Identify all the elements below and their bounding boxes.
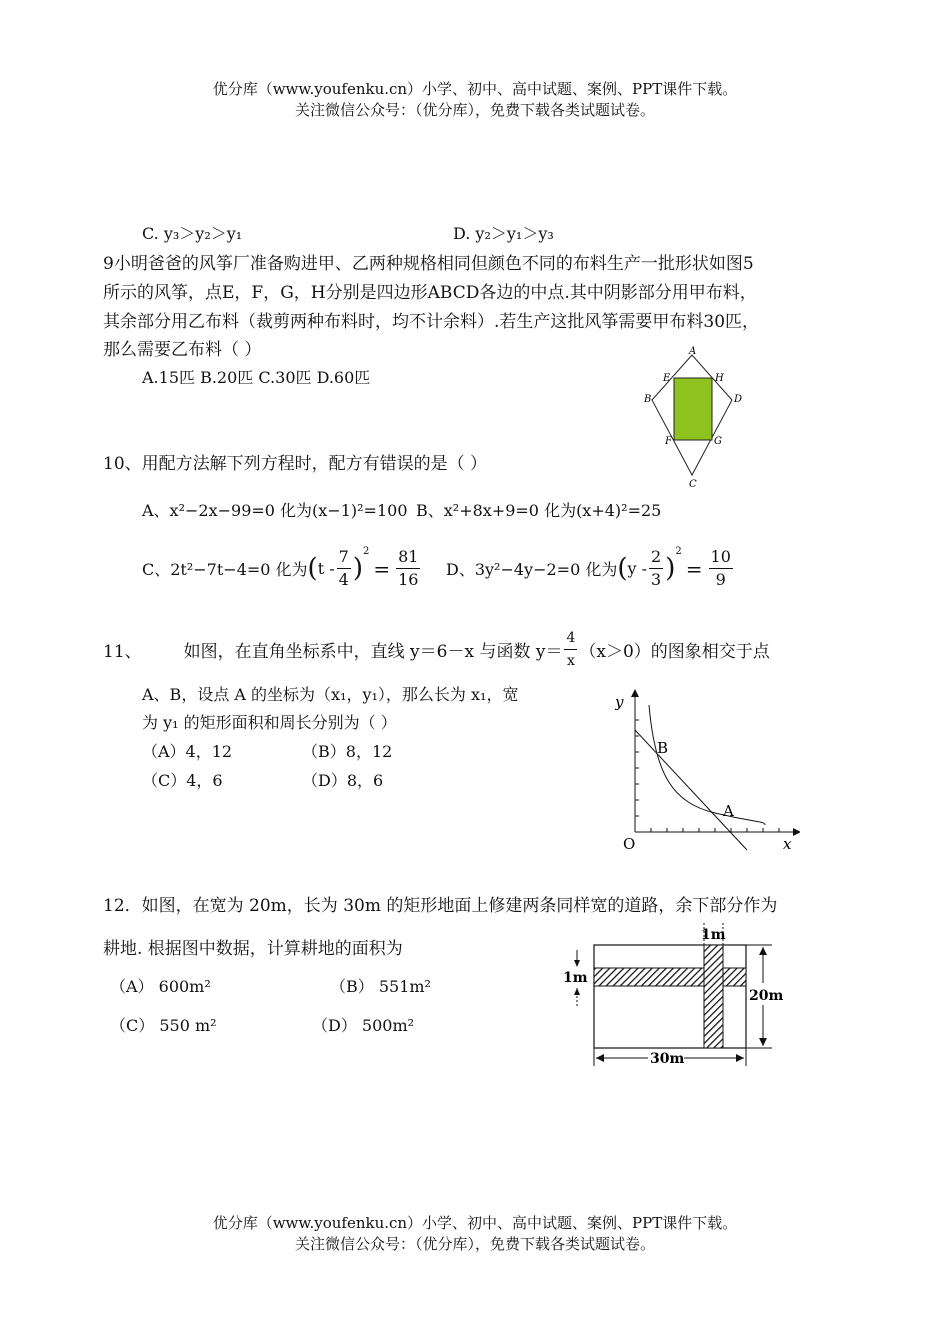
graph-label-o: O	[623, 835, 636, 853]
graph-label-x: x	[783, 835, 792, 853]
dimension-top: 1m	[701, 927, 726, 943]
shaded-rectangle	[674, 378, 712, 440]
graph-label-b: B	[657, 739, 669, 757]
q10-option-c: C、2t²−7t−4=0 化为(t - $\frac{7}{4}$ )$^2$= $\frac{81}{16}$	[142, 546, 419, 589]
q10-option-d-var: y -	[627, 559, 648, 578]
q11-option-c: （C）4，6	[142, 771, 223, 790]
kite-figure	[640, 343, 755, 493]
kite-label-d: D	[734, 394, 743, 405]
q10-option-b: B、x²+8x+9=0 化为(x+4)²=25	[416, 501, 662, 520]
q10-stem: 10、用配方法解下列方程时，配方有错误的是（ ）	[103, 454, 488, 474]
dimension-bottom: 30m	[650, 1051, 685, 1067]
kite-label-b: B	[644, 394, 652, 405]
q12-option-c: （C） 550 m²	[110, 1016, 217, 1035]
kite-label-g: G	[714, 436, 722, 447]
graph-label-a: A	[723, 802, 734, 820]
fraction: $\frac{4}{x}$	[564, 627, 577, 672]
fraction: $\frac{81}{16}$	[398, 547, 419, 589]
kite-label-h: H	[715, 373, 724, 384]
kite-label-a: A	[689, 346, 697, 357]
header-line-1: 优分库（www.youfenku.cn）小学、初中、高中试题、案例、PPT课件下载。	[212, 80, 738, 98]
footer-line-2: 关注微信公众号：（优分库），免费下载各类试题试卷。	[294, 1235, 655, 1253]
field-figure	[560, 918, 790, 1068]
kite-label-c: C	[689, 479, 697, 490]
q11-option-b: （B）8，12	[302, 742, 393, 761]
graph-label-y: y	[615, 693, 624, 711]
q12-option-a: （A） 600m²	[110, 977, 211, 996]
fraction: $\frac{10}{9}$	[710, 547, 731, 589]
dimension-right: 20m	[749, 988, 784, 1004]
kite-label-e: E	[663, 373, 671, 384]
q10-option-d-text: D、3y²−4y−2=0 化为	[446, 560, 618, 579]
q11-line-3: 为 y₁ 的矩形面积和周长分别为（ ）	[142, 713, 397, 732]
fraction: $\frac{7}{4}$	[338, 547, 349, 589]
q11-line-2: A、B，设点 A 的坐标为（x₁，y₁），那么长为 x₁，宽	[142, 685, 519, 704]
q9-line-2: 所示的风筝，点E，F，G，H分别是四边形ABCD各边的中点.其中阴影部分用甲布料，	[103, 283, 757, 303]
q10-option-d: D、3y²−4y−2=0 化为(y - $\frac{2}{3}$ )$^2$= $\frac{10}{9}$	[446, 546, 731, 589]
q12-line-1: 12．如图，在宽为 20m，长为 30m 的矩形地面上修建两条同样宽的道路，余下部分作为	[103, 896, 778, 916]
q9-line-4: 那么需要乙布料（ ）	[103, 340, 262, 360]
q12-line-2: 耕地. 根据图中数据，计算耕地的面积为	[103, 939, 403, 959]
q10-option-c-var: t -	[317, 559, 335, 578]
q8-option-d: D. y₂＞y₁＞y₃	[453, 224, 554, 243]
q8-option-c: C. y₃＞y₂＞y₁	[142, 224, 243, 243]
q11-option-a: （A）4，12	[142, 742, 233, 761]
q11-stem: 11、 如图，在直角坐标系中，直线 y＝6－x 与函数 y＝ $\frac{4}{x}$ （x＞0）的图象相交于点	[103, 627, 770, 672]
q9-options: A.15匹 B.20匹 C.30匹 D.60匹	[142, 368, 371, 387]
fraction: $\frac{2}{3}$	[651, 547, 662, 589]
q9-line-3: 其余部分用乙布料（裁剪两种布料时，均不计余料）.若生产这批风筝需要甲布料30匹，	[103, 312, 760, 332]
graph-figure	[615, 685, 800, 855]
q10-option-a: A、x²−2x−99=0 化为(x−1)²=100	[142, 501, 408, 520]
q9-line-1: 9小明爸爸的风筝厂准备购进甲、乙两种规格相同但颜色不同的布料生产一批形状如图5	[103, 254, 754, 274]
vertical-road	[704, 945, 723, 1048]
q12-option-d: （D） 500m²	[312, 1016, 415, 1035]
header-line-2: 关注微信公众号：（优分库），免费下载各类试题试卷。	[294, 101, 655, 119]
q12-option-b: （B） 551m²	[330, 977, 431, 996]
dimension-left: 1m	[563, 970, 588, 986]
footer-line-1: 优分库（www.youfenku.cn）小学、初中、高中试题、案例、PPT课件下载。	[212, 1214, 738, 1232]
q11-option-d: （D）8，6	[302, 771, 384, 790]
q10-option-c-text: C、2t²−7t−4=0 化为	[142, 560, 308, 579]
kite-label-f: F	[665, 436, 672, 447]
